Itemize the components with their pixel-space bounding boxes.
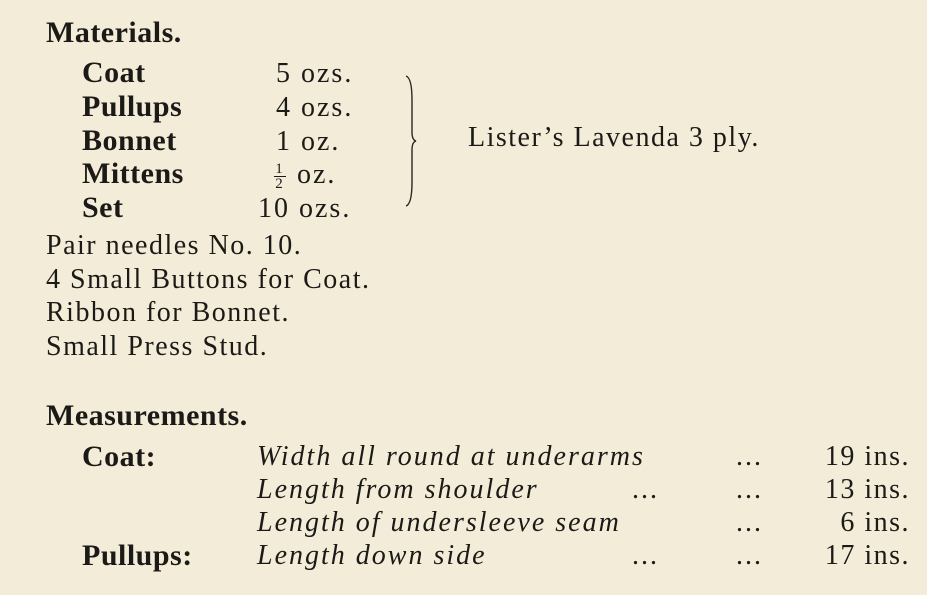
measurement-desc: Length of undersleeve seam xyxy=(257,507,621,538)
material-qty-mittens xyxy=(272,159,336,191)
measurement-label-pullups: Pullups: xyxy=(82,539,193,572)
leader-dots: ... xyxy=(736,474,763,505)
leader-dots: ... xyxy=(736,540,763,571)
material-name-set: Set xyxy=(82,191,124,224)
measurement-desc: Length down side xyxy=(257,540,487,571)
leader-dots: ... xyxy=(632,474,659,505)
material-name-coat: Coat xyxy=(82,56,146,89)
measurement-value: 13 ins. xyxy=(824,474,910,505)
leader-dots: ... xyxy=(632,540,659,571)
extra-press-stud: Small Press Stud. xyxy=(46,331,269,362)
measurements-heading: Measurements. xyxy=(46,399,248,432)
material-qty-mittens-unit: oz. xyxy=(297,159,337,190)
extra-ribbon: Ribbon for Bonnet. xyxy=(46,297,290,328)
material-name-bonnet: Bonnet xyxy=(82,124,177,157)
extra-buttons: 4 Small Buttons for Coat. xyxy=(46,264,371,295)
material-name-pullups: Pullups xyxy=(82,90,183,123)
half-fraction: $\frac{1}{2}$ xyxy=(275,161,285,192)
measurement-value: 17 ins. xyxy=(824,540,910,571)
curly-brace-icon xyxy=(400,70,420,212)
material-qty-bonnet: 1 oz. xyxy=(276,126,341,157)
material-qty-coat: 5 ozs. xyxy=(276,58,354,89)
measurement-desc: Length from shoulder xyxy=(257,474,539,505)
measurement-desc: Width all round at underarms xyxy=(257,441,645,472)
measurement-label-coat: Coat: xyxy=(82,440,157,473)
extra-needles: Pair needles No. 10. xyxy=(46,230,303,261)
material-qty-pullups: 4 ozs. xyxy=(276,92,354,123)
material-qty-set: 10 ozs. xyxy=(258,193,352,224)
leader-dots: ... xyxy=(736,441,763,472)
yarn-brand: Lister’s Lavenda 3 ply. xyxy=(468,122,760,153)
measurement-value: 19 ins. xyxy=(824,441,910,472)
measurement-value: 6 ins. xyxy=(840,507,910,538)
materials-heading: Materials. xyxy=(46,16,182,49)
leader-dots: ... xyxy=(736,507,763,538)
material-name-mittens: Mittens xyxy=(82,157,184,190)
